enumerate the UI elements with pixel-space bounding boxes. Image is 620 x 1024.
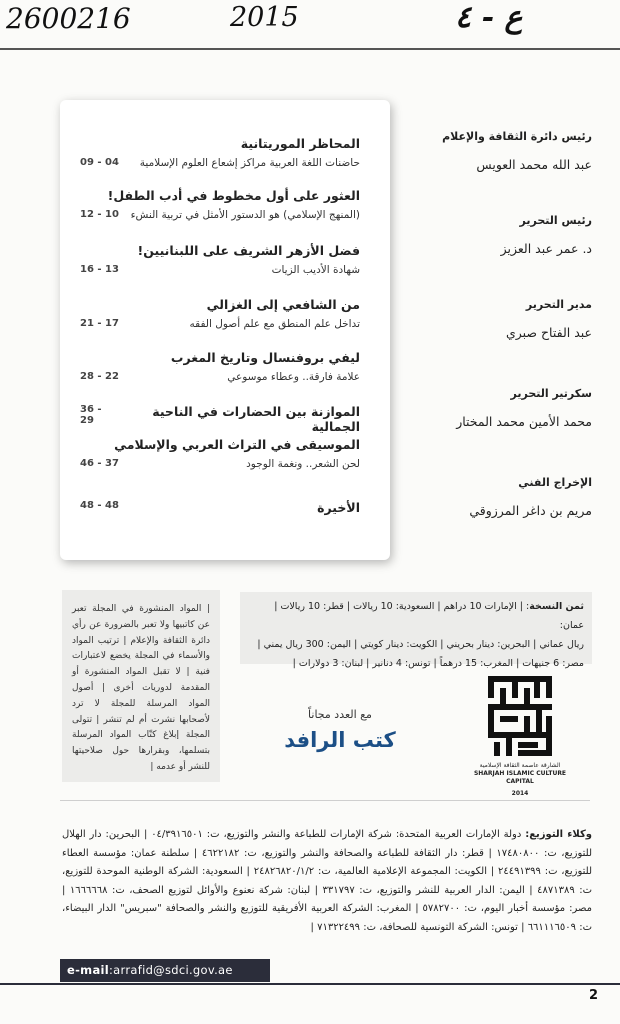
staff-name: د. عمر عبد العزيز — [500, 241, 592, 256]
staff-role: رئيس دائرة الثقافة والإعلام — [442, 130, 592, 143]
staff-role: الإخراج الفني — [518, 476, 592, 489]
toc-item-subtitle: (المنهج الإسلامي) هو الدستور الأمثل في تربية النشء — [130, 209, 360, 221]
email-bar[interactable] — [60, 959, 270, 982]
logo-caption-arabic: الشارقة عاصمة الثقافة الإسلامية — [479, 762, 561, 769]
toc-item-pages: 09 - 04 — [80, 157, 119, 168]
price-line: | الإمارات 10 دراهم | السعودية: 10 ريالات | قطر: 10 ريالات | عمان: — [274, 601, 584, 631]
distribution-text: دولة الإمارات العربية المتحدة: شركة الإمارات للطباعة والنشر والتوزيع، ت: ٠٤/٣٩١٦٥٠١ | البحرين: دار الهلال للتوزيع، ت: ١٧٤٨٠٨٠٠ | قطر: دار الثقافة للطباعة والصحافة والنشر والتوزيع، ت: ٤٦٢٢١٨٢ | سلطنة عمان: مؤسسة العطاء للتوزيع، ت: ٢٤٤٩١٣٩٩ | الكويت: المجموعة الإعلامية العالمية، ت: ٢٤٨٢٦٨٢٠/١/٢ | السعودية: الشركة الوطنية الموحدة للتوزيع، ت: ٤٨٧١٣٨٩ | اليمن: الدار العربية للنشر والتوزيع، ت: ٣٣١٧٩٧ | لبنان: شركة نعنوع والأوائل لتوزيع الصحف، ت: ١٦٦٦٦٦٨ | مصر: مؤسسة أخبار اليوم، ت: ٥٧٨٢٧٠٠ | المغرب: الشركة العربية الأفريقية للتوزيع والنشر والصحافة "سبريس" الدار البيضاء، ت: ٦٦١١١٦٥٠٩ | تونس: الشركة التونسية للصحافة، ت: ٧١٣٢٢٤٩٩ | — [62, 829, 593, 933]
staff-role: رئيس التحرير — [519, 214, 592, 227]
toc-item-title: فضل الأزهر الشريف على اللبنانيين! — [137, 243, 360, 258]
price-line: مصر: 6 جنيهات | المغرب: 15 درهماً | تونس: 4 دنانير | لبنان: 3 دولارات | — [292, 658, 584, 669]
toc-item-subtitle: شهادة الأديب الزيات — [271, 264, 360, 276]
toc-item-pages: 12 - 10 — [80, 209, 119, 220]
logo-caption — [470, 762, 570, 798]
handwritten-reference-number: 2600216 — [6, 2, 131, 35]
staff-name: مريم بن داغر المرزوقي — [469, 503, 592, 518]
logo-year: 2014 — [511, 790, 529, 797]
price-box: ثمن النسخة: | الإمارات 10 دراهم | السعودية: 10 ريالات | قطر: 10 ريالات | عمان: ريال عماني | البحرين: دينار بحريني | الكويت: دينار كويتي | اليمن: 300 ريال يمني | مصر: 6 جنيهات | المغرب: 15 درهماً | تونس: 4 دنانير | لبنان: 3 دولارات | — [240, 592, 592, 664]
staff-entry — [392, 387, 592, 429]
price-label: ثمن النسخة — [529, 601, 584, 612]
staff-name: محمد الأمين محمد المختار — [456, 414, 592, 429]
toc-item[interactable] — [80, 350, 360, 383]
toc-item-subtitle: لحن الشعر.. ونغمة الوجود — [246, 458, 360, 470]
toc-item-subtitle: علامة فارقة.. وعطاء موسوعي — [227, 371, 360, 383]
toc-item[interactable] — [80, 136, 360, 169]
page-number: 2 — [588, 988, 598, 1003]
email-address[interactable]: :arrafid@sdci.gov.ae — [109, 963, 233, 977]
staff-role: مدير التحرير — [525, 298, 592, 311]
toc-item-pages: 46 - 37 — [80, 458, 119, 469]
toc-item[interactable] — [80, 297, 360, 330]
toc-item-title: ليفي بروفنسال وتاريخ المغرب — [170, 350, 360, 365]
toc-item-pages: 16 - 13 — [80, 264, 119, 275]
logo-caption-english: SHARJAH ISLAMIC CULTURE CAPITAL — [473, 770, 567, 785]
toc-item-title: الموازنة بين الحضارات في الناحية الجمالية — [152, 404, 360, 434]
toc-item-pages: 28 - 22 — [80, 371, 119, 382]
handwritten-year: 2015 — [230, 2, 299, 33]
staff-entry — [392, 476, 592, 518]
toc-item-title: المحاظر الموريتانية — [240, 136, 360, 151]
toc-item-pages: 36 - 29 — [80, 404, 102, 426]
table-of-contents — [60, 100, 390, 560]
toc-item[interactable] — [80, 437, 360, 470]
toc-item-pages: 48 - 48 — [80, 500, 119, 511]
staff-entry — [392, 298, 592, 340]
handwritten-issue-number: ع - ٤ — [455, 0, 523, 35]
toc-item-title: العثور على أول مخطوط في أدب الطفل! — [107, 188, 360, 203]
toc-item[interactable] — [80, 500, 360, 515]
toc-item[interactable] — [80, 243, 360, 276]
toc-item-subtitle: حاضنات اللغة العربية مراكز إشعاع العلوم الإسلامية — [139, 157, 360, 169]
toc-item-title: الموسيقى في التراث العربي والإسلامي — [114, 437, 360, 452]
staff-entry — [392, 214, 592, 256]
email-label: e-mail — [67, 963, 109, 977]
rafid-books-logo: كتب الرافد — [284, 728, 396, 752]
toc-item-title: الأخيرة — [317, 500, 360, 515]
staff-entry — [392, 130, 592, 172]
toc-item[interactable] — [80, 188, 360, 221]
distribution-label: وكلاء التوزيع: — [525, 829, 592, 840]
section-divider — [60, 800, 590, 801]
toc-item-pages: 21 - 17 — [80, 318, 119, 329]
toc-item-title: من الشافعي إلى الغزالي — [206, 297, 360, 312]
staff-name: عبد الفتاح صبري — [505, 325, 592, 340]
price-line: ريال عماني | البحرين: دينار بحريني | الكويت: دينار كويتي | اليمن: 300 ريال يمني | — [257, 639, 584, 650]
distribution-agents — [62, 826, 592, 938]
toc-item-subtitle: تداخل علم المنطق مع علم أصول الفقه — [189, 318, 360, 330]
disclaimer-box: | المواد المنشورة في المجلة تعبر عن كاتبيها ولا تعبر بالضرورة عن رأي دائرة الثقافة والإعلام | ترتيب المواد والأسماء في المجلة يخضع لاعتبارات فنية | لا تقبل المواد المنشورة أو المقدمة لدوريات أخرى | أصول المواد المرسلة للمجلة لا ترد لأصحابها نشرت أم لم تنشر | تتولى المجلة إبلاغ كتّاب المواد المرسلة بتسلمها، وبقرارها حول صلاحيتها للنشر أو عدمه | — [62, 590, 220, 782]
staff-name: عبد الله محمد العويس — [476, 157, 592, 172]
header-divider — [0, 48, 620, 50]
kufic-logo-icon — [470, 672, 570, 762]
toc-item[interactable] — [80, 404, 360, 434]
staff-role: سكرتير التحرير — [510, 387, 592, 400]
free-with-issue-label: مع العدد مجاناً — [308, 708, 372, 721]
footer-line — [0, 983, 620, 985]
